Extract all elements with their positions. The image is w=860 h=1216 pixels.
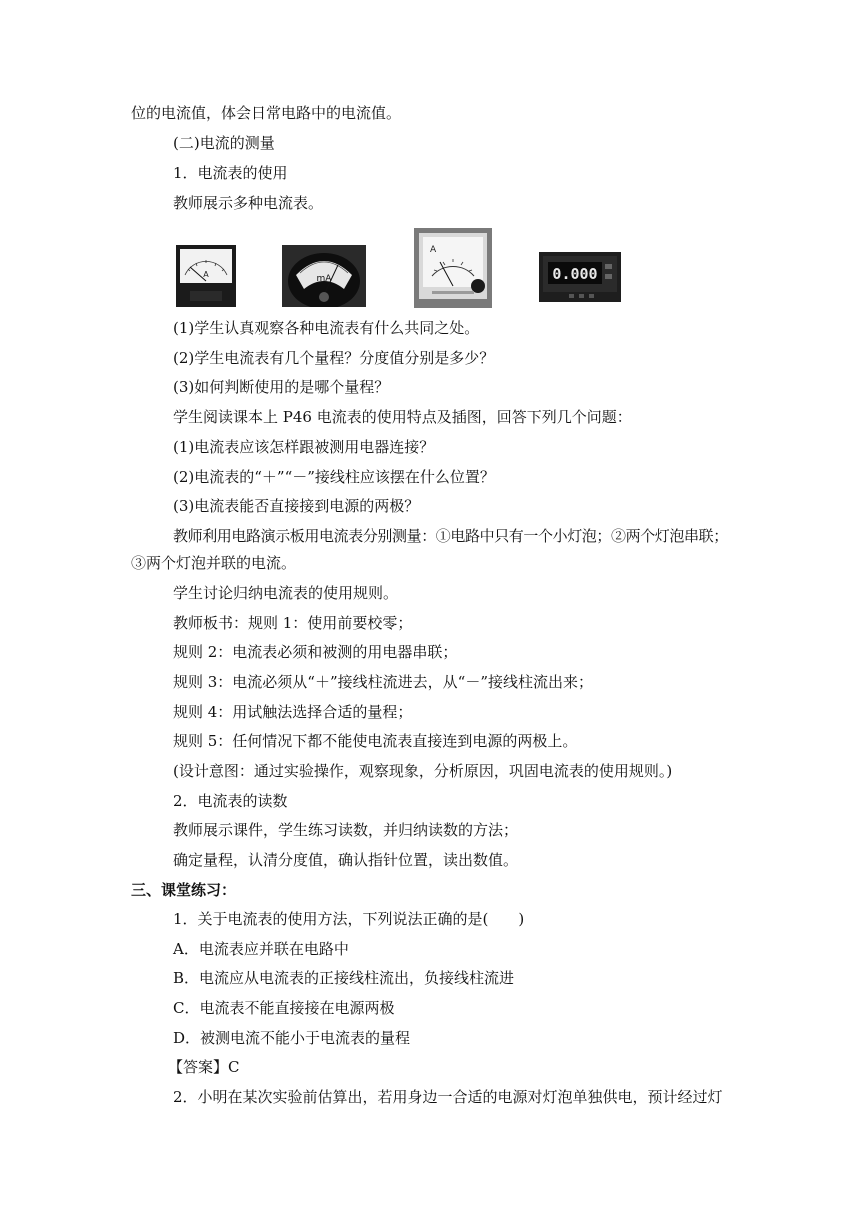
subsection-heading: 1．电流表的使用 xyxy=(173,164,288,182)
subsection-heading: 2．电流表的读数 xyxy=(173,792,288,810)
paragraph-line: (设计意图：通过实验操作，观察现象，分析原因，巩固电流表的使用规则。) xyxy=(173,762,673,780)
meter-unit-label: A xyxy=(203,270,209,279)
paragraph-line: 教师板书：规则 1：使用前要校零； xyxy=(173,614,413,632)
paragraph-line: 位的电流值，体会日常电路中的电流值。 xyxy=(131,104,402,122)
paragraph-line: 学生阅读课本上 P46 电流表的使用特点及插图，回答下列几个问题： xyxy=(173,408,632,426)
answer-option: A．电流表应并联在电路中 xyxy=(173,940,349,958)
paragraph-line: 教师展示多种电流表。 xyxy=(173,194,324,212)
question-stem: 1．关于电流表的使用方法，下列说法正确的是( ) xyxy=(173,910,525,928)
meter-unit-label: A xyxy=(430,245,437,255)
paragraph-line: 教师展示课件，学生练习读数，并归纳读数的方法； xyxy=(173,821,519,839)
paragraph-line: ③两个灯泡并联的电流。 xyxy=(131,554,297,572)
paragraph-line: 规则 2：电流表必须和被测的用电器串联； xyxy=(173,643,458,661)
answer-option: D．被测电流不能小于电流表的量程 xyxy=(173,1029,411,1047)
paragraph-line: (3)电流表能否直接接到电源的两极？ xyxy=(173,497,420,515)
analog-ammeter-image xyxy=(176,245,236,307)
paragraph-line: (3)如何判断使用的是哪个量程？ xyxy=(173,378,390,396)
paragraph-line: (2)电流表的“＋”“－”接线柱应该摆在什么位置？ xyxy=(173,468,495,486)
digital-ammeter-image xyxy=(539,252,621,302)
milliammeter-image xyxy=(282,245,366,307)
question-stem: 2．小明在某次实验前估算出，若用身边一合适的电源对灯泡单独供电，预计经过灯 xyxy=(173,1088,723,1106)
section-heading: (二)电流的测量 xyxy=(173,134,275,152)
paragraph-line: 规则 3：电流必须从“＋”接线柱流进去，从“－”接线柱流出来； xyxy=(173,673,593,691)
paragraph-line: (1)学生认真观察各种电流表有什么共同之处。 xyxy=(173,319,480,337)
digital-reading: 0.000 xyxy=(552,265,598,283)
meter-unit-label: mA xyxy=(316,274,332,284)
paragraph-line: 规则 4：用试触法选择合适的量程； xyxy=(173,703,413,721)
answer-option: C．电流表不能直接接在电源两极 xyxy=(173,999,395,1017)
panel-ammeter-image xyxy=(410,228,496,308)
paragraph-line: 确定量程，认清分度值，确认指针位置，读出数值。 xyxy=(173,851,519,869)
paragraph-line: (2)学生电流表有几个量程？分度值分别是多少？ xyxy=(173,349,495,367)
paragraph-line: 教师利用电路演示板用电流表分别测量：①电路中只有一个小灯泡；②两个灯泡串联； xyxy=(173,527,728,545)
paragraph-line: 学生讨论归纳电流表的使用规则。 xyxy=(173,584,399,602)
section-heading: 三、课堂练习： xyxy=(131,881,237,899)
answer-key: 【答案】C xyxy=(168,1058,240,1076)
paragraph-line: (1)电流表应该怎样跟被测用电器连接？ xyxy=(173,438,435,456)
paragraph-line: 规则 5：任何情况下都不能使电流表直接连到电源的两极上。 xyxy=(173,732,578,750)
answer-option: B．电流应从电流表的正接线柱流出，负接线柱流进 xyxy=(173,969,515,987)
